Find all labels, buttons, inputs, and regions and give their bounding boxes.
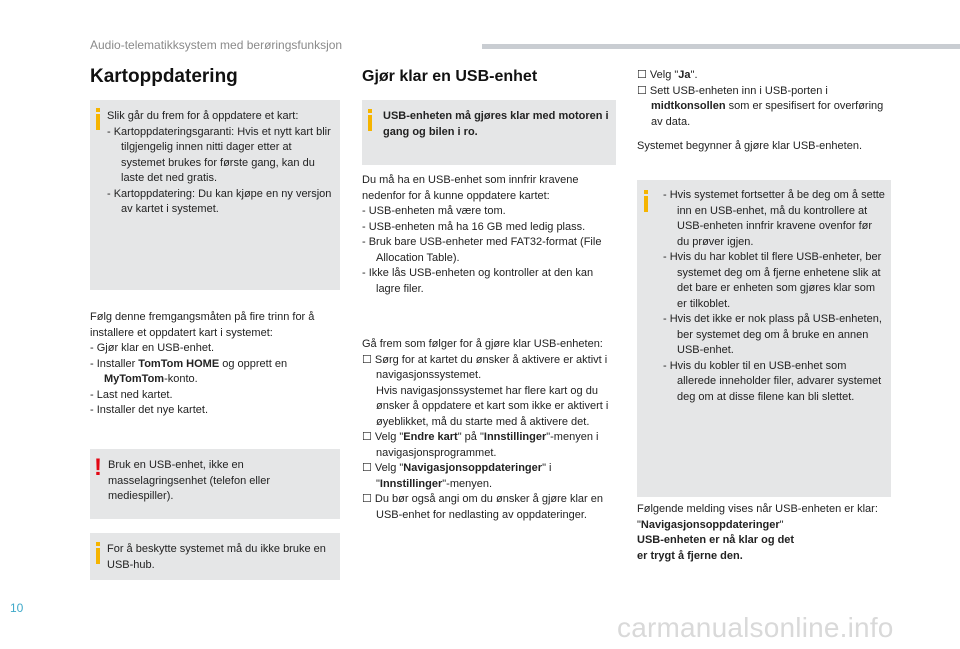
section-kartoppdatering-title-wrap <box>90 66 340 88</box>
step-item: - Last ned kartet. <box>90 388 173 401</box>
section-usb-title-wrap <box>362 67 616 87</box>
step-item: - Gjør klar en USB-enhet. <box>90 342 215 354</box>
message-line: USB-enheten er nå klar og det <box>637 534 795 546</box>
page-number: 10 <box>10 601 24 615</box>
section-title: Kartoppdatering <box>90 66 238 87</box>
warning-icon: ! <box>94 454 102 481</box>
requirements-intro: Du må ha en USB-enhet som innfrir kravene nedenfor for å kunne oppdatere kartet: <box>362 174 579 202</box>
requirement-item: - Ikke lås USB-enheten og kontroller at den kan lagre filer. <box>362 267 594 295</box>
info-item: - Hvis du har koblet til flere USB-enheter, ber systemet deg om å fjerne enhetene slik at det bare er enheten som gjøres klar som er tilkoblet. <box>663 251 882 310</box>
info-item: - Kartoppdatering: Du kan kjøpe en ny versjon av kartet i systemet. <box>107 187 332 215</box>
usb-final-steps <box>637 68 892 130</box>
procedure-step: ☐ Velg "Ja". <box>637 69 698 81</box>
section-title: Gjør klar en USB-enhet <box>362 68 538 85</box>
procedure-step: ☐ Velg "Navigasjonsoppdateringer" i "Innstillinger"-menyen. <box>362 462 552 490</box>
system-status-text <box>637 139 892 155</box>
info-icon <box>96 548 100 564</box>
message-line: "Navigasjonsoppdateringer" <box>637 518 784 531</box>
info-box-text <box>663 188 885 405</box>
info-item: - Hvis systemet fortsetter å be deg om å sette inn en USB-enhet, må du kontrollere at USB-enheten innfrir kravene ovenfor før du prøver igjen. <box>663 189 885 248</box>
header-bar <box>482 44 960 49</box>
info-box-text: For å beskytte systemet må du ikke bruke en USB-hub. <box>107 543 326 571</box>
watermark: carmanualsonline.info <box>617 612 894 643</box>
procedure-step: ☐ Sørg for at kartet du ønsker å aktivere er aktivt i navigasjonssystemet. <box>362 353 608 381</box>
steps-intro: Følg denne fremgangsmåten på fire trinn for å installere et oppdatert kart i systemet: <box>90 311 315 339</box>
status-paragraph: Systemet begynner å gjøre klar USB-enheten. <box>637 140 863 152</box>
step-item: - Installer TomTom HOME og opprett en MyTomTom-konto. <box>90 357 288 385</box>
info-box-text <box>107 109 333 218</box>
info-box-text: USB-enheten må gjøres klar med motoren i gang og bilen i ro. <box>383 110 609 138</box>
info-item: - Kartoppdateringsgaranti: Hvis et nytt kart blir tilgjengelig innen nitti dager etter at systemet brukes for første gang, kan du laste det ned gratis. <box>107 125 331 184</box>
message-intro: Følgende melding vises når USB-enheten er klar: <box>637 503 878 515</box>
info-icon <box>368 115 372 131</box>
usb-requirements <box>362 173 618 297</box>
info-icon <box>96 114 100 130</box>
info-item: - Hvis du kobler til en USB-enhet som allerede inneholder filer, advarer systemet deg om at disse filene kan bli slettet. <box>663 359 882 403</box>
procedure-step-note: Hvis navigasjonssystemet har flere kart og du ønsker å oppdatere et kart som ikke er aktivert i øyeblikket, må du starte med å aktivere det. <box>376 384 609 428</box>
running-header: Audio-telematikksystem med berøringsfunksjon <box>90 38 343 52</box>
info-item: - Hvis det ikke er nok plass på USB-enheten, ber systemet deg om å bruke en annen USB-enhet. <box>663 313 882 356</box>
requirement-item: - USB-enheten må være tom. <box>362 205 506 217</box>
procedure-intro: Gå frem som følger for å gjøre klar USB-enheten: <box>362 338 603 350</box>
update-steps <box>90 310 342 419</box>
info-icon <box>644 196 648 212</box>
ready-message <box>637 502 892 564</box>
procedure-step: ☐ Du bør også angi om du ønsker å gjøre klar en USB-enhet for nedlasting av oppdateringer. <box>362 493 603 521</box>
procedure-step: ☐ Sett USB-enheten inn i USB-porten i midtkonsollen som er spesifisert for overføring av data. <box>637 84 884 128</box>
step-item: - Installer det nye kartet. <box>90 404 208 416</box>
requirement-item: - Bruk bare USB-enheter med FAT32-format (File Allocation Table). <box>362 236 602 264</box>
warning-text: Bruk en USB-enhet, ikke en masselagringsenhet (telefon eller mediespiller). <box>108 459 271 502</box>
requirement-item: - USB-enheten må ha 16 GB med ledig plass. <box>362 220 586 233</box>
message-line: er trygt å fjerne den. <box>637 549 743 562</box>
info-intro: Slik går du frem for å oppdatere et kart: <box>107 110 299 122</box>
procedure-step: ☐ Velg "Endre kart" på "Innstillinger"-menyen i navigasjonsprogrammet. <box>362 431 599 459</box>
usb-procedure <box>362 337 618 523</box>
